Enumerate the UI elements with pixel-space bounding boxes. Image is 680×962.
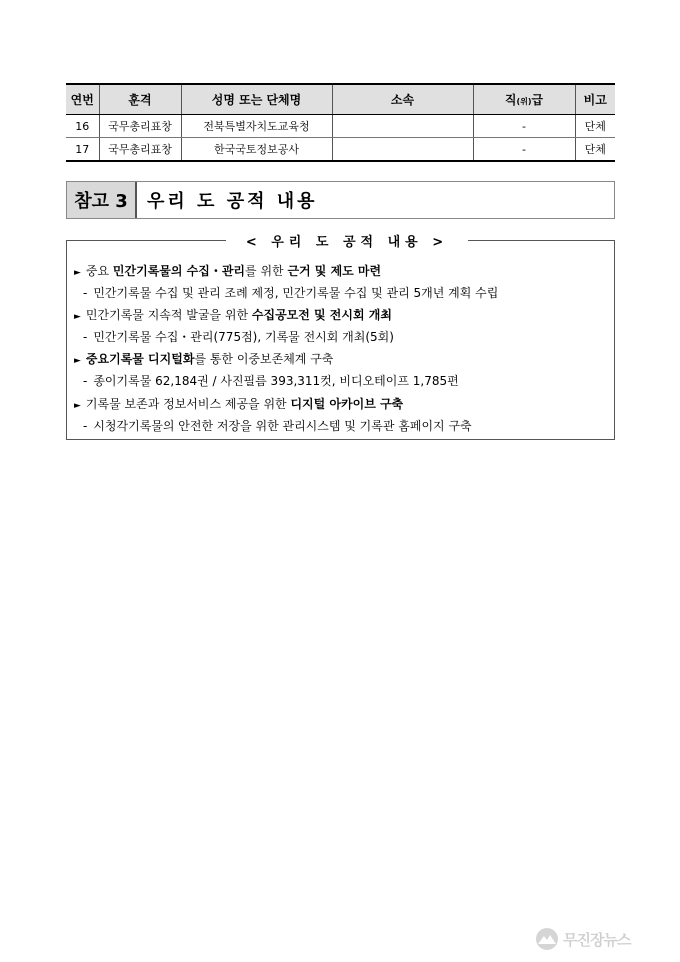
cell-position: - — [473, 115, 575, 138]
cell-name: 한국국토정보공사 — [181, 138, 332, 162]
awards-table — [66, 83, 615, 162]
achievement-detail: - 종이기록물 62,184권 / 사진필름 393,311컷, 비디오테이프 1,785편 — [83, 374, 459, 388]
cell-name: 전북특별자치도교육청 — [181, 115, 332, 138]
triangle-bullet-icon: ► — [74, 268, 81, 278]
table-row — [66, 115, 615, 138]
cell-affiliation — [332, 115, 473, 138]
col-header-award: 훈격 — [99, 84, 181, 115]
cell-affiliation — [332, 138, 473, 162]
watermark-text: 무진장뉴스 — [563, 930, 631, 949]
cell-number: 16 — [66, 115, 99, 138]
triangle-bullet-icon: ► — [74, 356, 81, 366]
achievement-detail: - 민간기록물 수집・관리(775점), 기록물 전시회 개최(5회) — [83, 330, 394, 344]
achievement-item: ► 민간기록물 지속적 발굴을 위한 수집공모전 및 전시회 개최 — [74, 308, 392, 322]
reference-title: 우리 도 공적 내용 — [147, 191, 318, 212]
achievement-item: ► 중요 민간기록물의 수집・관리를 위한 근거 및 제도 마련 — [74, 264, 382, 278]
reference-tag: 참고 3 — [67, 182, 137, 218]
cell-note: 단체 — [575, 115, 615, 138]
cell-award: 국무총리표창 — [99, 138, 181, 162]
achievement-detail: - 시청각기록물의 안전한 저장을 위한 관리시스템 및 기록관 홈페이지 구축 — [83, 419, 472, 433]
col-header-position: 직(위)급 — [473, 84, 575, 115]
achievement-item: ► 기록물 보존과 정보서비스 제공을 위한 디지털 아카이브 구축 — [74, 397, 404, 411]
watermark — [535, 926, 673, 952]
cell-note: 단체 — [575, 138, 615, 162]
col-header-affiliation: 소속 — [332, 84, 473, 115]
cell-award: 국무총리표창 — [99, 115, 181, 138]
col-header-name: 성명 또는 단체명 — [181, 84, 332, 115]
triangle-bullet-icon: ► — [74, 312, 81, 322]
cell-number: 17 — [66, 138, 99, 162]
achievement-detail: - 민간기록물 수집 및 관리 조례 제정, 민간기록물 수집 및 관리 5개년 계획 수립 — [83, 286, 499, 300]
box-title: < 우리 도 공적 내용 > — [245, 235, 449, 250]
cell-position: - — [473, 138, 575, 162]
reference-heading — [66, 181, 615, 219]
triangle-bullet-icon: ► — [74, 401, 81, 411]
achievement-item: ► 중요기록물 디지털화를 통한 이중보존체계 구축 — [74, 352, 334, 366]
mountain-logo-icon — [535, 927, 559, 951]
table-header-row — [66, 84, 615, 115]
col-header-number: 연번 — [66, 84, 99, 115]
table-row — [66, 138, 615, 162]
col-header-note: 비고 — [575, 84, 615, 115]
